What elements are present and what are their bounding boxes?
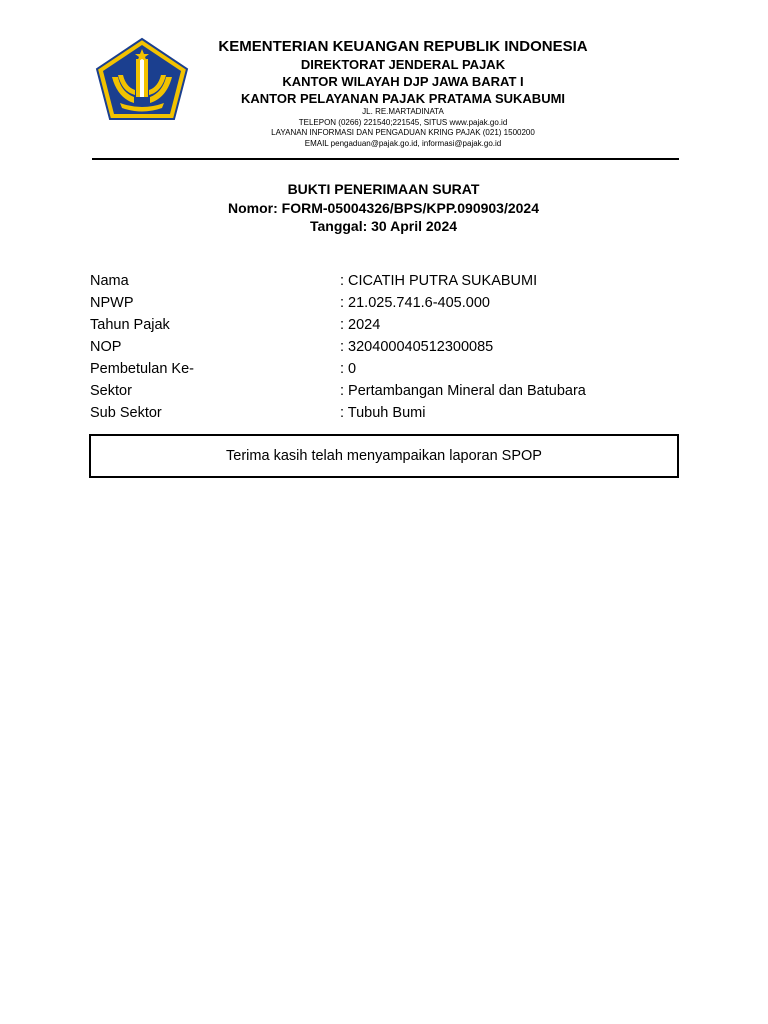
detail-value: : 2024 <box>340 317 381 333</box>
directorate-name: DIREKTORAT JENDERAL PAJAK <box>300 57 506 72</box>
detail-row <box>90 336 678 358</box>
detail-label: Tahun Pajak <box>90 317 170 333</box>
detail-row <box>90 314 678 336</box>
detail-value: : CICATIH PUTRA SUKABUMI <box>340 273 538 289</box>
thank-you-notice: Terima kasih telah menyampaikan laporan SPOP <box>89 434 679 478</box>
detail-value: : 320400040512300085 <box>340 339 494 355</box>
document-date: Tanggal: 30 April 2024 <box>309 218 458 234</box>
detail-value: : 0 <box>340 361 357 377</box>
detail-row <box>90 358 678 380</box>
detail-row <box>90 292 678 314</box>
detail-row <box>90 402 678 424</box>
header-divider <box>92 158 679 160</box>
detail-row <box>90 380 678 402</box>
office-address: JL. RE.MARTADINATA <box>362 107 444 116</box>
letterhead <box>190 38 588 149</box>
ministry-name: KEMENTERIAN KEUANGAN REPUBLIK INDONESIA <box>218 38 588 55</box>
detail-label: Nama <box>90 273 129 289</box>
tax-office-name: KANTOR PELAYANAN PAJAK PRATAMA SUKABUMI <box>240 91 566 106</box>
document-title-block <box>90 180 677 236</box>
document-number: Nomor: FORM-05004326/BPS/KPP.090903/2024 <box>227 199 539 216</box>
detail-label: NPWP <box>90 295 134 311</box>
details-list <box>90 270 678 424</box>
office-service: LAYANAN INFORMASI DAN PENGADUAN KRING PAJAK (021) 1500200 <box>271 128 535 137</box>
detail-label: Pembetulan Ke- <box>90 361 194 377</box>
detail-value: : Tubuh Bumi <box>340 405 426 421</box>
document-title: BUKTI PENERIMAAN SURAT <box>287 181 480 197</box>
office-email: EMAIL pengaduan@pajak.go.id, informasi@pajak.go.id <box>304 138 502 148</box>
detail-row <box>90 270 678 292</box>
office-phone: TELEPON (0266) 221540;221545, SITUS www.pajak.go.id <box>298 117 508 127</box>
detail-label: Sektor <box>90 383 132 399</box>
detail-label: NOP <box>90 339 122 355</box>
detail-value: : 21.025.741.6-405.000 <box>340 295 490 311</box>
detail-label: Sub Sektor <box>90 405 162 421</box>
detail-value: : Pertambangan Mineral dan Batubara <box>340 383 586 399</box>
regional-office-name: KANTOR WILAYAH DJP JAWA BARAT I <box>282 74 524 89</box>
